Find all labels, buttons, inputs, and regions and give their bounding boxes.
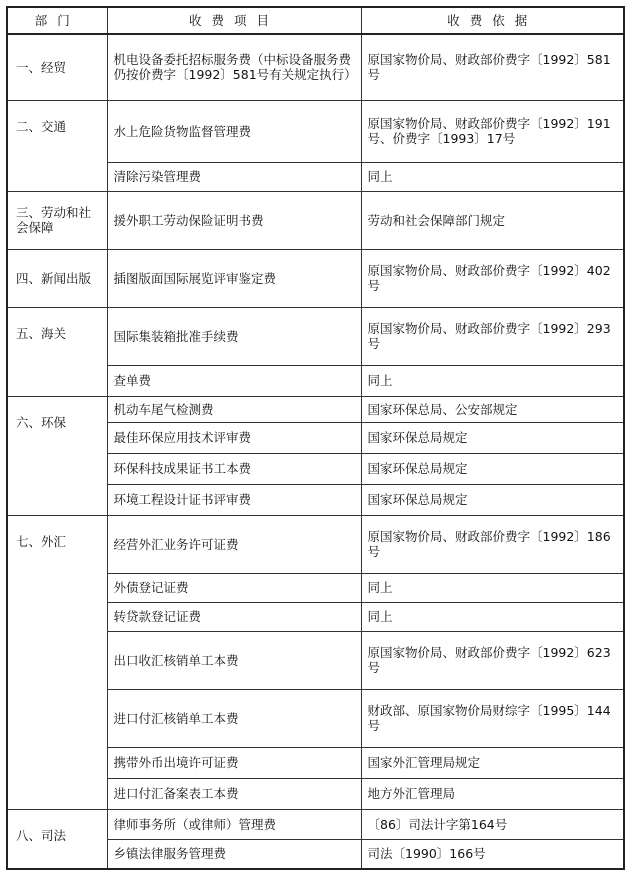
department-cell: 七、外汇 xyxy=(7,515,107,809)
fee-item-cell: 转贷款登记证费 xyxy=(107,602,361,631)
fee-basis-cell: 原国家物价局、财政部价费字〔1992〕293号 xyxy=(361,307,624,365)
fee-basis-cell: 原国家物价局、财政部价费字〔1992〕186号 xyxy=(361,515,624,573)
fee-item-cell: 机动车尾气检测费 xyxy=(107,396,361,422)
fee-basis-cell: 劳动和社会保障部门规定 xyxy=(361,191,624,249)
fee-item-cell: 经营外汇业务许可证费 xyxy=(107,515,361,573)
department-cell: 八、司法 xyxy=(7,809,107,869)
fee-basis-cell: 同上 xyxy=(361,602,624,631)
fee-basis-cell: 国家环保总局规定 xyxy=(361,422,624,453)
fee-basis-cell: 地方外汇管理局 xyxy=(361,778,624,809)
table-row xyxy=(7,34,624,100)
fee-basis-cell: 司法〔1990〕166号 xyxy=(361,839,624,869)
fee-basis-cell: 原国家物价局、财政部价费字〔1992〕581号 xyxy=(361,34,624,100)
department-cell: 六、环保 xyxy=(7,396,107,515)
fee-item-cell: 进口付汇核销单工本费 xyxy=(107,689,361,747)
fee-basis-cell: 财政部、原国家物价局财综字〔1995〕144号 xyxy=(361,689,624,747)
fee-basis-cell: 国家环保总局规定 xyxy=(361,484,624,515)
fee-basis-cell: 国家外汇管理局规定 xyxy=(361,747,624,778)
fee-item-cell: 进口付汇备案表工本费 xyxy=(107,778,361,809)
fee-item-cell: 国际集装箱批准手续费 xyxy=(107,307,361,365)
table-row xyxy=(7,809,624,839)
table-body xyxy=(7,34,624,869)
fee-basis-cell: 〔86〕司法计字第164号 xyxy=(361,809,624,839)
fee-basis-cell: 国家环保总局、公安部规定 xyxy=(361,396,624,422)
fee-item-cell: 最佳环保应用技术评审费 xyxy=(107,422,361,453)
fee-item-cell: 律师事务所（或律师）管理费 xyxy=(107,809,361,839)
fee-item-cell: 外债登记证费 xyxy=(107,573,361,602)
fee-item-cell: 水上危险货物监督管理费 xyxy=(107,100,361,162)
fee-basis-cell: 原国家物价局、财政部价费字〔1992〕623号 xyxy=(361,631,624,689)
table-row xyxy=(7,100,624,162)
fee-item-cell: 出口收汇核销单工本费 xyxy=(107,631,361,689)
fee-basis-cell: 原国家物价局、财政部价费字〔1992〕402号 xyxy=(361,249,624,307)
fee-item-cell: 清除污染管理费 xyxy=(107,162,361,191)
header-department: 部门 xyxy=(7,7,107,34)
table-row xyxy=(7,307,624,365)
table-header xyxy=(7,7,624,34)
department-cell: 一、经贸 xyxy=(7,34,107,100)
fee-basis-cell: 同上 xyxy=(361,162,624,191)
fee-table xyxy=(6,6,625,870)
table-row xyxy=(7,396,624,422)
fee-item-cell: 环保科技成果证书工本费 xyxy=(107,453,361,484)
department-cell: 五、海关 xyxy=(7,307,107,396)
fee-item-cell: 环境工程设计证书评审费 xyxy=(107,484,361,515)
fee-basis-cell: 原国家物价局、财政部价费字〔1992〕191号、价费字〔1993〕17号 xyxy=(361,100,624,162)
fee-basis-cell: 国家环保总局规定 xyxy=(361,453,624,484)
fee-item-cell: 携带外币出境许可证费 xyxy=(107,747,361,778)
table-row xyxy=(7,249,624,307)
fee-item-cell: 插图版面国际展览评审鉴定费 xyxy=(107,249,361,307)
fee-item-cell: 乡镇法律服务管理费 xyxy=(107,839,361,869)
department-cell: 三、劳动和社会保障 xyxy=(7,191,107,249)
table-row xyxy=(7,191,624,249)
fee-basis-cell: 同上 xyxy=(361,573,624,602)
table-row xyxy=(7,515,624,573)
header-fee-item: 收费项目 xyxy=(107,7,361,34)
fee-item-cell: 查单费 xyxy=(107,365,361,396)
header-fee-basis: 收费依据 xyxy=(361,7,624,34)
fee-item-cell: 机电设备委托招标服务费（中标设备服务费仍按价费字〔1992〕581号有关规定执行） xyxy=(107,34,361,100)
fee-basis-cell: 同上 xyxy=(361,365,624,396)
fee-item-cell: 援外职工劳动保险证明书费 xyxy=(107,191,361,249)
department-cell: 二、交通 xyxy=(7,100,107,191)
department-cell: 四、新闻出版 xyxy=(7,249,107,307)
